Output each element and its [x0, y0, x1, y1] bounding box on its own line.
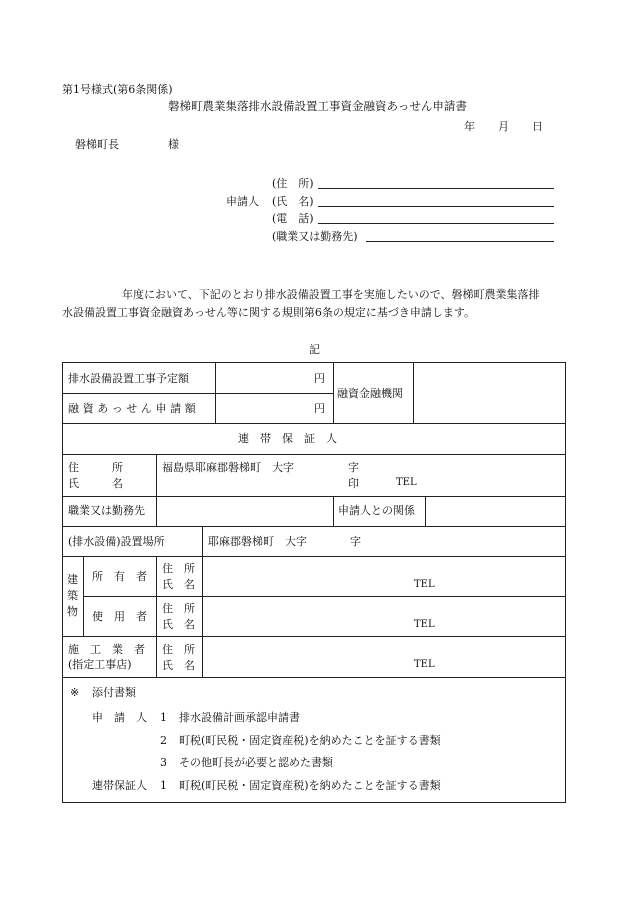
- planned-cost-label: 排水設備設置工事予定額: [68, 372, 189, 385]
- building-label-1: 建: [67, 573, 78, 586]
- applicant-occupation-label: (職業又は勤務先): [272, 230, 358, 243]
- body-line-1: 年度において、下記のとおり排水設備設置工事を実施したいので、磐梯町農業集落排: [122, 288, 540, 301]
- guarantor-address-value: 福島県耶麻郡磐梯町 大字: [162, 461, 294, 474]
- attachments-applicant-label: 申 請 人: [92, 711, 147, 724]
- ki-heading: 記: [309, 343, 320, 356]
- building-label-2: 築: [67, 589, 78, 602]
- page-title: 磐梯町農業集落排水設備設置工事資金融資あっせん申請書: [168, 99, 467, 113]
- owner-label: 所 有 者: [92, 570, 147, 583]
- attachment-item-3-text: その他町長が必要と認めた書類: [179, 756, 333, 769]
- user-address-label: 住 所: [162, 602, 195, 615]
- attachment-item-1-text: 排水設備計画承認申請書: [179, 711, 300, 724]
- contractor-label: 施 工 業 者: [68, 643, 145, 656]
- location-label: (排水設備)設置場所: [68, 535, 165, 548]
- location-value: 耶麻郡磐梯町 大字: [208, 535, 307, 548]
- guarantor-address-label: 住 所: [68, 461, 123, 474]
- date-year-label: 年: [464, 120, 475, 133]
- bank-label: 融資金融機関: [337, 387, 403, 400]
- addressee: 磐梯町長: [75, 138, 119, 151]
- applicant-address-label: (住 所): [272, 177, 314, 190]
- applicant-phone-label: (電 話): [272, 212, 314, 225]
- guarantor-seal: 印: [348, 477, 359, 490]
- guarantor-name-label: 氏 名: [68, 477, 123, 490]
- form-number: 第1号様式(第6条関係): [62, 83, 173, 96]
- user-name-label: 氏 名: [162, 618, 195, 631]
- location-aza: 字: [350, 535, 361, 548]
- contractor-tel: TEL: [414, 659, 435, 670]
- bank-value[interactable]: [418, 388, 558, 400]
- building-label-3: 物: [67, 605, 78, 618]
- owner-address-label: 住 所: [162, 562, 195, 575]
- applicant-phone-line: [318, 223, 554, 224]
- date-month-label: 月: [498, 120, 509, 133]
- user-tel: TEL: [414, 619, 435, 630]
- attachment-item-1-num: 1: [160, 711, 167, 724]
- contractor-sub-label: (指定工事店): [68, 658, 132, 671]
- relation-label: 申請人との関係: [338, 504, 415, 517]
- date-day-label: 日: [532, 120, 543, 133]
- contractor-name-label: 氏 名: [162, 659, 195, 672]
- guarantor-aza: 字: [348, 461, 359, 474]
- attachment-item-2-num: 2: [160, 734, 167, 747]
- user-label: 使 用 者: [92, 610, 147, 623]
- contractor-address-label: 住 所: [162, 643, 195, 656]
- planned-cost-yen: 円: [314, 372, 325, 385]
- owner-name-label: 氏 名: [162, 578, 195, 591]
- owner-tel: TEL: [414, 579, 435, 590]
- attachment-item-3-num: 3: [160, 756, 167, 769]
- attachments-guarantor-label: 連帯保証人: [92, 779, 147, 792]
- guarantor-attachment-num: 1: [160, 779, 167, 792]
- body-line-2: 水設備設置工事資金融資あっせん等に関する規則第6条の規定に基づき申請します。: [62, 306, 476, 319]
- loan-amount-yen: 円: [314, 402, 325, 415]
- occupation-label: 職業又は勤務先: [68, 504, 145, 517]
- loan-amount-label: 融資あっせん申請額: [68, 402, 200, 415]
- guarantor-tel: TEL: [396, 477, 417, 488]
- attachment-item-2-text: 町税(町民税・固定資産税)を納めたことを証する書類: [179, 734, 441, 747]
- applicant-address-line: [318, 188, 554, 189]
- applicant-occupation-line: [366, 241, 554, 242]
- attachments-mark: ※: [70, 686, 80, 699]
- applicant-label: 申請人: [226, 195, 259, 208]
- guarantor-header: 連 帯 保 証 人: [238, 432, 337, 445]
- attachments-header: 添付書類: [92, 686, 136, 699]
- addressee-suffix: 様: [168, 138, 179, 151]
- applicant-name-line: [318, 206, 554, 207]
- guarantor-attachment-text: 町税(町民税・固定資産税)を納めたことを証する書類: [179, 779, 441, 792]
- applicant-name-label: (氏 名): [272, 195, 314, 208]
